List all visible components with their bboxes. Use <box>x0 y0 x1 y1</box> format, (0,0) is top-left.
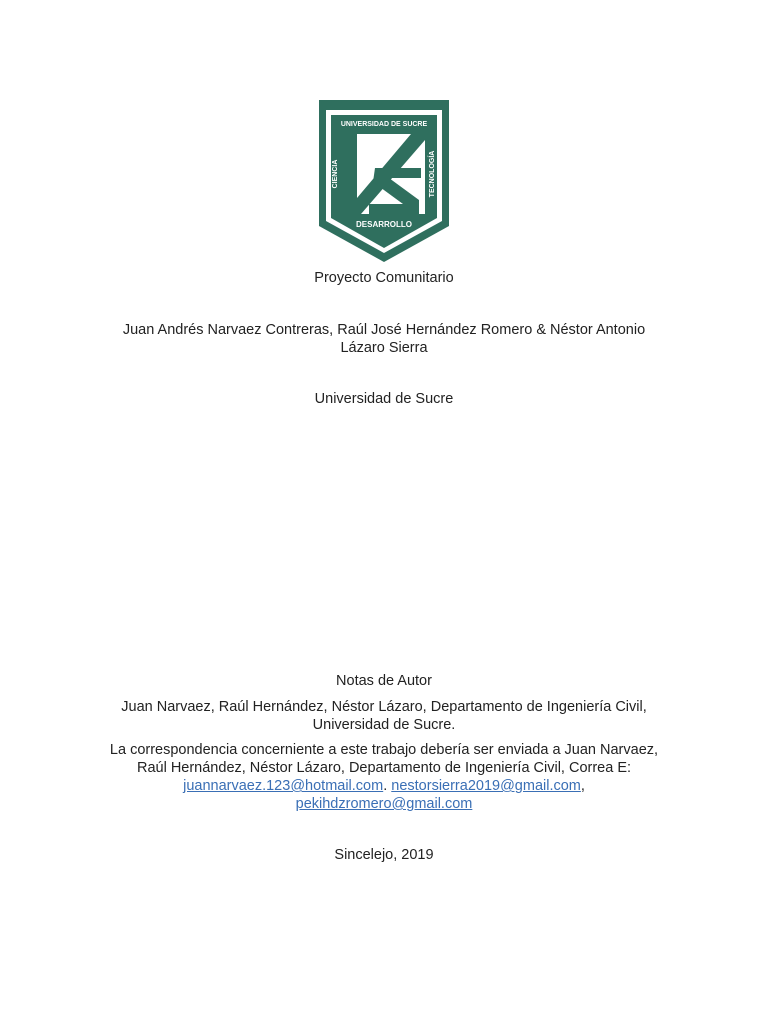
affiliation-line-1: Juan Narvaez, Raúl Hernández, Néstor Lázaro, Departamento de Ingeniería Civil, <box>121 699 647 715</box>
email-link-nestor[interactable]: nestorsierra2019@gmail.com <box>391 778 581 794</box>
email-line-1 <box>80 777 688 795</box>
logo-bottom-text: DESARROLLO <box>356 220 412 229</box>
email-line-2 <box>80 795 688 813</box>
authors-line-1: Juan Andrés Narvaez Contreras, Raúl José Hernández Romero & Néstor Antonio <box>122 322 646 338</box>
correspondence-paragraph <box>80 741 688 813</box>
logo-left-text: CIENCIA <box>332 159 339 189</box>
email-separator-2: , <box>580 778 585 794</box>
logo-top-text: UNIVERSIDAD DE SUCRE <box>340 121 428 128</box>
email-link-raul[interactable]: pekihdzromero@gmail.com <box>295 796 473 812</box>
document-title: Proyecto Comunitario <box>314 270 454 286</box>
authors <box>80 321 688 357</box>
correspondence-line-1: La correspondencia concerniente a este trabajo debería ser enviada a Juan Narvaez, <box>109 742 659 758</box>
logo-right-text: TECNOLOGÍA <box>429 150 436 198</box>
affiliation-paragraph <box>80 698 688 734</box>
university-logo <box>317 98 451 264</box>
institution: Universidad de Sucre <box>314 391 454 407</box>
email-link-juan[interactable]: juannarvaez.123@hotmail.com <box>183 778 384 794</box>
email-separator-1: . <box>383 778 388 794</box>
place-date: Sincelejo, 2019 <box>334 847 434 863</box>
authors-line-2: Lázaro Sierra <box>340 340 428 356</box>
author-notes-heading: Notas de Autor <box>336 673 432 689</box>
affiliation-line-2: Universidad de Sucre. <box>312 717 456 733</box>
correspondence-line-2: Raúl Hernández, Néstor Lázaro, Departamento de Ingeniería Civil, Correa E: <box>136 760 632 776</box>
